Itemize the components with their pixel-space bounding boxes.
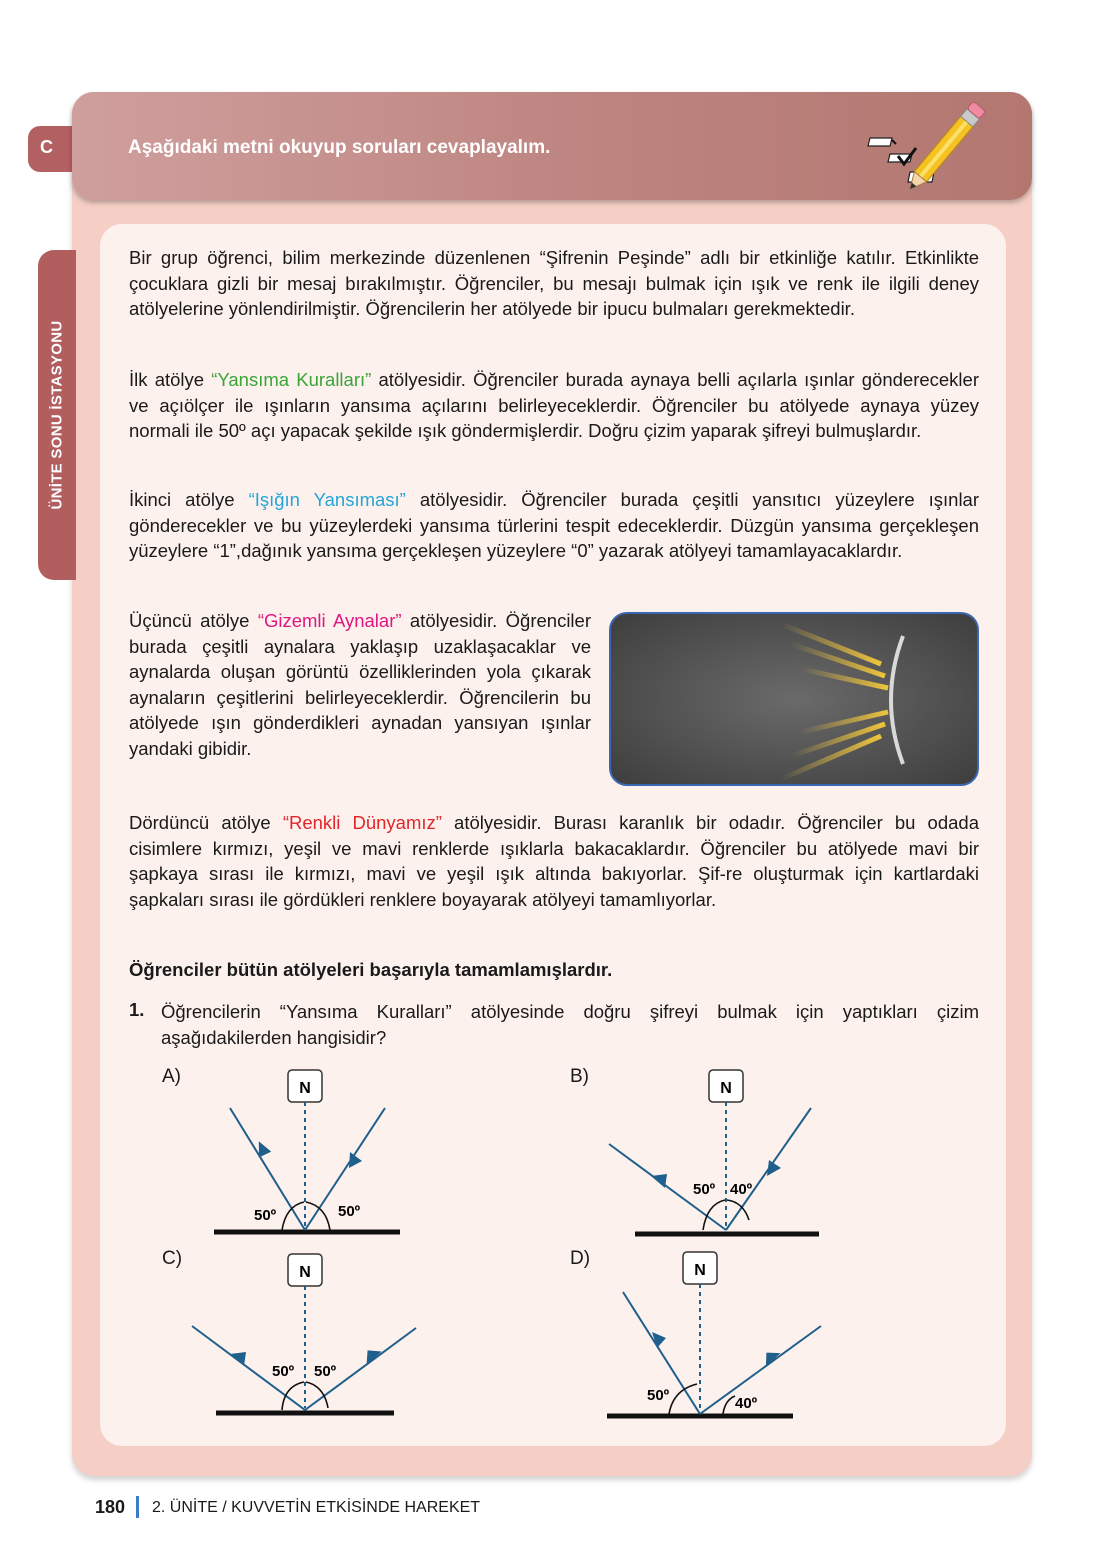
angle-label-right: 40º: [735, 1395, 758, 1412]
option-c-diagram[interactable]: [188, 1252, 424, 1420]
paragraph-text: Üçüncü atölye: [129, 610, 258, 631]
angle-label-left: 50º: [693, 1181, 716, 1198]
option-c-label[interactable]: C): [162, 1248, 183, 1269]
paragraph-text: atölyesidir. Burası karanlık bir odadır. Öğrenciler bu odada cisimlere kırmızı, yeşil ve mavi renklerde ışıklarla bakacaklardır. Öğrenciler bu atölyede mavi bir şapkaya sırası ile kırmızı, mavi ve yeşil ışık altında bakıyorlar. Şif-re oluşturmak için kartlardaki şapkaları sırası ile gördükleri renklere boyayarak atölyeyi tamamlıyorlar.: [129, 812, 979, 910]
question-text: Öğrencilerin “Yansıma Kuralları” atölyesinde doğru şifreyi bulmak için yaptıkları çizim aşağıdakilerden hangisidir?: [161, 1001, 979, 1048]
angle-label-left: 50º: [254, 1207, 277, 1224]
workshop-name-reflection-rules: “Yansıma Kuralları”: [211, 369, 372, 390]
instruction-text: Aşağıdaki metni okuyup soruları cevaplayalım.: [128, 137, 551, 158]
paragraph-workshop-2: [129, 487, 979, 564]
paragraph-text: atölyesidir. Öğrenciler burada çeşitli yansıtıcı yüzeylere ışınlar gönderecekler ve bu yüzeylerdeki yansıma türlerini tespit edeceklerdir. Düzgün yansıma gerçekleşen yüzeylere “1”,dağınık yansıma gerçekleşen yüzeylere “0” yazarak atölyeyi tamamlayacaklardır.: [129, 489, 980, 561]
option-b-diagram[interactable]: [605, 1068, 825, 1244]
workshop-name-light-reflection: “Işığın Yansıması”: [248, 489, 406, 510]
angle-label-left: 50º: [647, 1387, 670, 1404]
normal-label: N: [694, 1262, 706, 1279]
paragraph-text: atölyesidir. Öğrenciler burada çeşitli aynalara yaklaşıp uzaklaşacaklar ve aynalarda oluşan görüntü özelliklerinden yola çıkarak aynaların çeşitlerini belirleyeceklerdir. Öğrencilerin bu atölyede ışın gönderdikleri aynadan yansıyan ışınlar yandaki gibidir.: [129, 610, 591, 759]
option-b-label[interactable]: B): [570, 1066, 589, 1087]
workshop-name-mysterious-mirrors: “Gizemli Aynalar”: [257, 610, 402, 631]
normal-label: N: [720, 1080, 732, 1097]
paragraph-workshop-3: [129, 608, 591, 761]
unit-end-label: ÜNİTE SONU İSTASYONU: [48, 320, 66, 510]
unit-title: 2. ÜNİTE / KUVVETİN ETKİSİNDE HAREKET: [152, 1499, 481, 1516]
paragraph-intro: Bir grup öğrenci, bilim merkezinde düzenlenen “Şifrenin Peşinde” adlı bir etkinliğe katılır. Etkinlikte çocuklara gizli bir mesaj bırakılmıştır. Öğrenciler, bu mesajı bulmak için ışık ve renk ile ilgili deney atölyelerine yönlendirilmiştir. Öğrencilerin her atölyede bir ipucu bulmaları gerekmektedir.: [129, 247, 979, 319]
question-number: 1.: [129, 999, 145, 1020]
paragraph-text: İkinci atölye: [129, 489, 249, 510]
paragraph-text: Dördüncü atölye: [129, 812, 283, 833]
summary-statement: Öğrenciler bütün atölyeleri başarıyla tamamlamışlardır.: [129, 959, 613, 980]
option-a-diagram[interactable]: [210, 1068, 410, 1244]
paragraph-workshop-1: [129, 367, 979, 444]
footer-divider: [136, 1496, 139, 1518]
option-a-label[interactable]: A): [162, 1066, 181, 1087]
angle-label-right: 40º: [730, 1181, 753, 1198]
paragraph-workshop-4: [129, 810, 979, 912]
angle-label-left: 50º: [272, 1363, 295, 1380]
normal-label: N: [299, 1264, 311, 1281]
workshop-name-colorful-world: “Renkli Dünyamız”: [282, 812, 442, 833]
paragraph-text: atölyesidir. Öğrenciler burada aynaya belli açılarla ışınlar gönderecekler ve açıölçer ile ışınların yansıma açılarını belirleyeceklerdir. Öğrenciler bu atölyede aynaya yüzey normali ile 50º açı yapacak şekilde ışık göndermişlerdir. Doğru çizim yaparak şifreyi bulmuşlardır.: [129, 369, 979, 441]
section-letter: C: [40, 137, 53, 157]
page-number: 180: [95, 1497, 126, 1517]
pencil-checklist-icon: [862, 98, 1012, 194]
option-d-label[interactable]: D): [570, 1248, 591, 1269]
paragraph-text: İlk atölye: [129, 369, 212, 390]
mirror-reflection-photo: [609, 612, 979, 786]
angle-label-right: 50º: [314, 1363, 337, 1380]
normal-label: N: [299, 1080, 311, 1097]
option-d-diagram[interactable]: [605, 1250, 827, 1422]
angle-label-right: 50º: [338, 1203, 361, 1220]
